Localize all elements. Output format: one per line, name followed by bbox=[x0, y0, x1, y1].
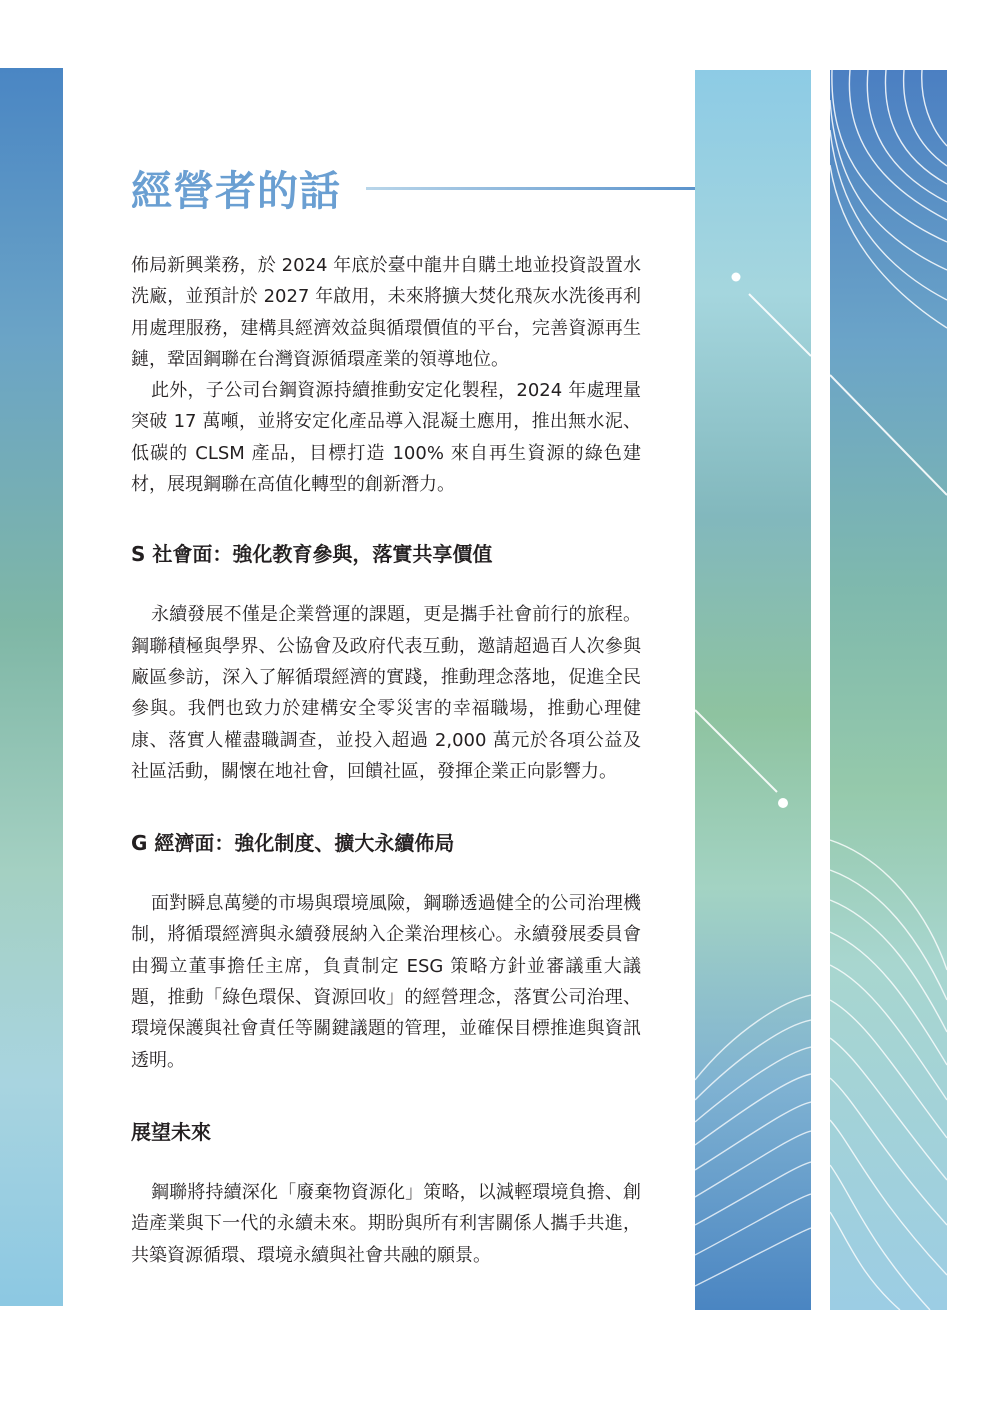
heading-future: 展望未來 bbox=[131, 1119, 211, 1144]
paragraph-future: 鋼聯將持續深化「廢棄物資源化」策略，以減輕環境負擔、創造產業與下一代的永續未來。期盼與所有利害關係人攜手共進，共築資源循環、環境永續與社會共融的願景。 bbox=[131, 1181, 641, 1266]
left-decorative-band bbox=[0, 68, 63, 1306]
heading-governance: G 經濟面：強化制度、擴大永續佈局 bbox=[131, 831, 455, 856]
paragraph-social: 永續發展不僅是企業營運的課題，更是攜手社會前行的旅程。鋼聯積極與學界、公協會及政府代表互動，邀請超過百人次參與廠區參訪，深入了解循環經濟的實踐，推動理念落地，促進全民參與。我們也致力於建構安全零災害的幸福職場，推動心理健康、落實人權盡職調查，並投入超過 2,000 萬元於各項公益及社區活動，關懷在地社會，回饋社區，發揮企業正向影響力。 bbox=[131, 604, 641, 782]
wave-lines-graphic bbox=[830, 70, 947, 1310]
paragraph-new-business: 佈局新興業務，於 2024 年底於臺中龍井自購土地並投資設置水洗廠，並預計於 2027 年啟用，未來將擴大焚化飛灰水洗後再利用處理服務，建構具經濟效益與循環價值的平台，完善資源再生鏈，鞏固鋼聯在台灣資源循環產業的領導地位。 bbox=[131, 255, 641, 370]
paragraph-governance: 面對瞬息萬變的市場與環境風險，鋼聯透過健全的公司治理機制，將循環經濟與永續發展納入企業治理核心。永續發展委員會由獨立董事擔任主席，負責制定 ESG 策略方針並審議重大議題，推動「綠色環保、資源回收」的經營理念，落實公司治理、環境保護與社會責任等關鍵議題的管理，並確保目標推進與資訊透明。 bbox=[131, 893, 641, 1071]
decorative-strip-left bbox=[695, 70, 811, 1310]
article-body bbox=[131, 250, 641, 1271]
heading-social: S 社會面：強化教育參與，落實共享價值 bbox=[131, 542, 493, 567]
page-title: 經營者的話 bbox=[131, 167, 341, 215]
title-divider bbox=[366, 187, 695, 190]
paragraph-stabilization: 此外，子公司台鋼資源持續推動安定化製程，2024 年處理量突破 17 萬噸，並將安定化產品導入混凝土應用，推出無水泥、低碳的 CLSM 產品，目標打造 100% 來自再生資源的綠色建材，展現鋼聯在高值化轉型的創新潛力。 bbox=[131, 380, 641, 496]
diagonal-lines-graphic bbox=[695, 70, 811, 1310]
decorative-strip-right bbox=[830, 70, 947, 1310]
